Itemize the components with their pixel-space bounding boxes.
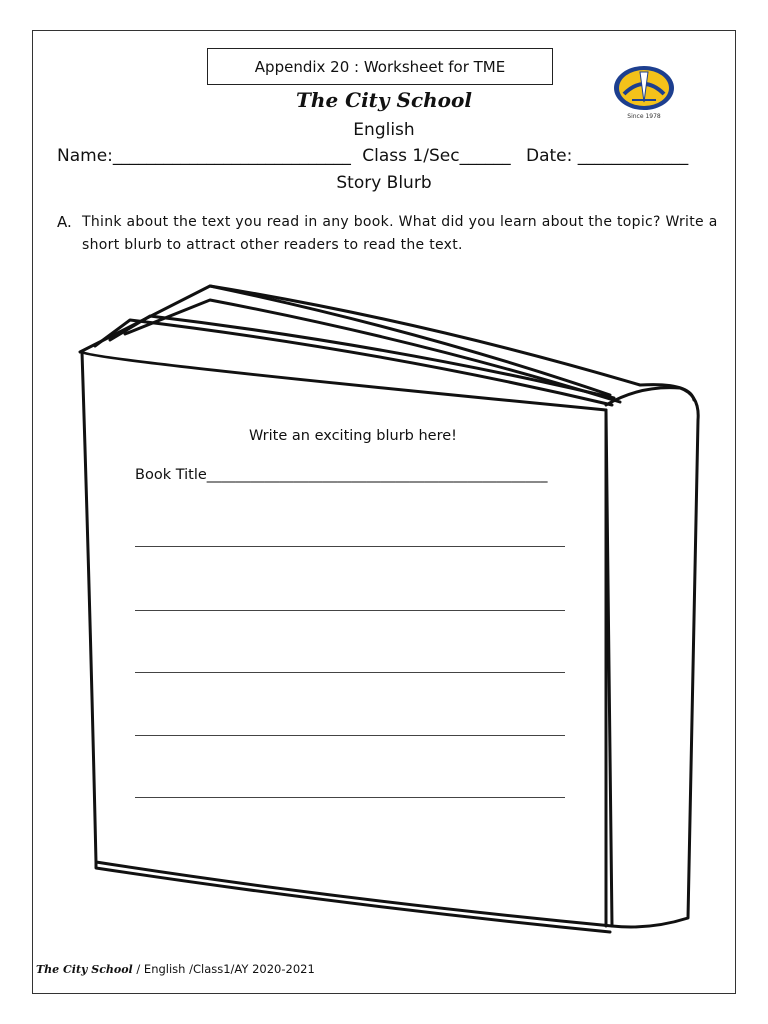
class-field[interactable]: Class 1/Sec______ (362, 146, 511, 166)
date-field[interactable]: Date: _____________ (525, 146, 689, 166)
writing-line[interactable] (135, 735, 565, 736)
footer-text: / English /Class1/AY 2020-2021 (132, 962, 315, 976)
writing-line[interactable] (135, 797, 565, 798)
question-text: Think about the text you read in any book. What did you learn about the topic? Write a short blurb to attract other readers to read the text. (82, 214, 718, 253)
worksheet-title: Story Blurb (336, 173, 432, 193)
subject: English (353, 120, 415, 140)
writing-line[interactable] (135, 546, 565, 547)
book-title-field[interactable]: Book Title_______________________________________________ (135, 467, 548, 483)
appendix-label: Appendix 20 : Worksheet for TME (207, 48, 553, 85)
footer-school: The City School (36, 963, 133, 976)
logo-caption: Since 1978 (627, 113, 661, 120)
question-letter: A. (57, 213, 72, 231)
blurb-heading: Write an exciting blurb here! (249, 428, 457, 444)
writing-line[interactable] (135, 672, 565, 673)
school-title: The City School (296, 88, 472, 112)
writing-line[interactable] (135, 610, 565, 611)
name-field[interactable]: Name:____________________________ (57, 146, 351, 166)
book-spine (606, 388, 698, 927)
footer (36, 962, 315, 976)
